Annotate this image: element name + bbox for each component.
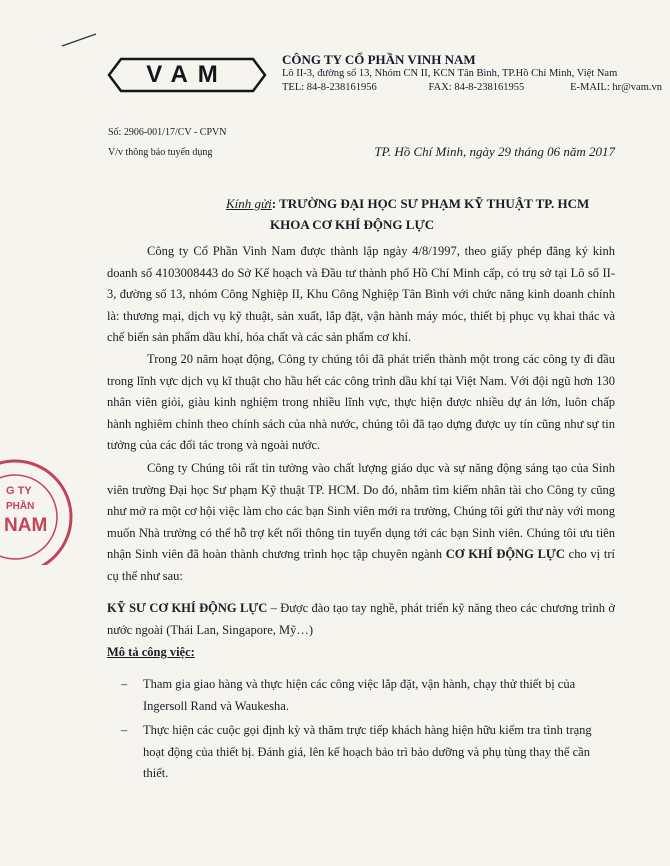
stamp-line-1: G TY [6,485,32,497]
company-fax: FAX: 84-8-238161955 [428,82,525,93]
date-line: TP. Hồ Chí Minh, ngày 29 tháng 06 năm 2017 [374,144,615,159]
paragraph-request [107,458,615,587]
recipient-prefix: Kính gửi [226,196,272,211]
logo-text: VAM [146,61,228,88]
job-description-title: Mô tả công việc: [107,645,195,659]
position-title: KỸ SƯ CƠ KHÍ ĐỘNG LỰC [107,601,268,615]
list-item [107,720,615,785]
company-tel: TEL: 84-8-238161956 [282,82,377,93]
reference-number: Số: 2906-001/17/CV - CPVN [108,127,227,138]
recipient-line-1: TRƯỜNG ĐẠI HỌC SƯ PHẠM KỸ THUẬT TP. HCM [279,196,590,211]
contact-row [282,81,662,95]
paragraph-history: Trong 20 năm hoạt động, Công ty chúng tôi đã phát triển thành một trong các công ty đi đầu trong lĩnh vực dịch vụ kĩ thuật cho hầu hết các công trình dầu khí tại Việt Nam. Với đội ngũ hơn 130 nhân viên giỏi, giàu kinh nghiệm trong nhiều lĩnh vực, thực hiện được nhiều dự án lớn, luôn chấp hành nghiêm chỉnh theo chính sách của nhà nước, chúng tôi đã tạo dựng được uy tín cũng như sự tin tưởng của các đối tác trong và ngoài nước. [107,352,615,452]
bullet-mark: – [121,723,128,737]
company-email: E-MAIL: hr@vam.vn [570,82,662,93]
job-item-text: Thực hiện các cuộc gọi định kỳ và thăm trực tiếp khách hàng hiện hữu kiểm tra tình trạng hoạt động của thiết bị. Đánh giá, lên kế hoạch bảo trì bảo dưỡng và phụ tùng thay thế cần thiết. [143,723,592,780]
company-logo [107,57,267,93]
paragraph-request-tail: cho vị trí cụ thể như sau: [107,547,616,583]
list-item [107,674,615,717]
position-paragraph [107,598,615,641]
company-stamp [0,455,80,565]
pen-mark [60,30,100,50]
paragraph-intro: Công ty Cổ Phần Vinh Nam được thành lập ngày 4/8/1997, theo giấy phép đăng ký kinh doanh số 4103008443 do Sở Kế hoạch và Đầu tư thành phố Hồ Chí Minh cấp, có trụ sở tại Lô số II-3, đường số 13, nhóm Công Nghiệp II, Khu Công Nghiệp Tân Bình với chức năng kinh doanh chính là: thương mại, dịch vụ kỹ thuật, sản xuất, lắp đặt, vận hành máy móc, thiết bị phục vụ khai thác và chế biến sản phẩm dầu khí, hóa chất và các sản phẩm cơ khí. [107,244,615,344]
company-header [282,52,662,95]
stamp-line-2: PHẦN [6,501,35,512]
bullet-mark: – [121,677,128,691]
recipient-block: Kính gửi: TRƯỜNG ĐẠI HỌC SƯ PHẠM KỸ THUẬT TP. HCM KHOA CƠ KHÍ ĐỘNG LỰC [226,193,626,235]
stamp-line-3: NAM [4,515,48,536]
company-name: CÔNG TY CỔ PHẦN VINH NAM [282,52,476,67]
company-address: Lô II-3, đường số 13, Nhóm CN II, KCN Tân Bình, TP.Hồ Chí Minh, Việt Nam [282,68,618,79]
job-description-list [107,674,615,788]
paragraph-request-text: Công ty Chúng tôi rất tin tưởng vào chất lượng giáo dục và sự năng động sáng tạo của Sinh viên trường Đại học Sư phạm Kỹ thuật TP. HCM. Do đó, nhằm tìm kiếm nhân tài cho Công ty cũng như mở ra một cơ hội việc làm cho các bạn Sinh viên mới ra trường, Chúng tôi gửi thư này với mong muốn Nhà trường có thể hỗ trợ kết nối thông tin tuyển dụng tới các bạn Sinh viên. Chúng tôi ưu tiên nhận Sinh viên đã hoàn thành chương trình học tập chuyên ngành [107,461,615,561]
recipient-line-2: KHOA CƠ KHÍ ĐỘNG LỰC [270,217,435,232]
reference-subject: V/v thông báo tuyển dụng [108,147,213,158]
job-item-text: Tham gia giao hàng và thực hiện các công việc lắp đặt, vận hành, chạy thử thiết bị của Ingersoll Rand và Waukesha. [143,677,576,713]
position-description: – Được đào tạo tay nghề, phát triển kỹ năng theo các chương trình ở nước ngoài (Thái Lan, Singapore, Mỹ…) [107,601,615,637]
major-name: CƠ KHÍ ĐỘNG LỰC [445,547,565,561]
